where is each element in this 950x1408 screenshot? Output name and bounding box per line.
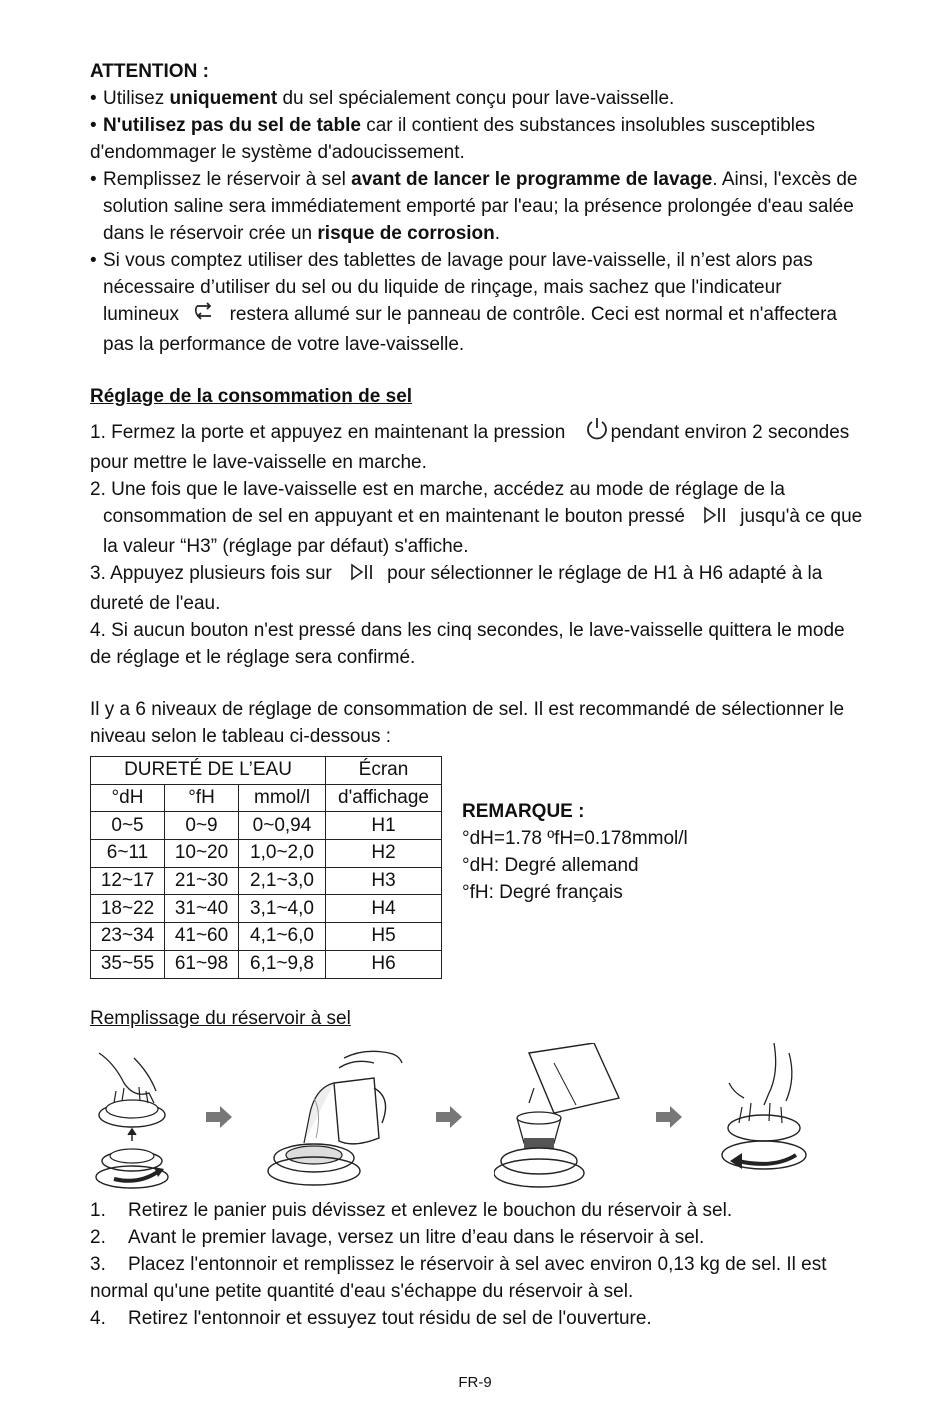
step-unscrew-cap-illustration — [94, 1043, 174, 1191]
salt-step-2-cont: consommation de sel en appuyant et en maintenant le bouton pressé jusqu'à ce que — [90, 503, 902, 533]
salt-step-2: 2. Une fois que le lave-vaisselle est en marche, accédez au mode de réglage de la — [90, 479, 785, 500]
levels-text: Il y a 6 niveaux de réglage de consommation de sel. Il est recommandé de sélectionner le — [90, 699, 845, 720]
table-header-screen: Écran — [326, 757, 442, 785]
hardness-table — [90, 756, 442, 979]
attention-title: ATTENTION : — [90, 61, 209, 82]
levels-text-cont: niveau selon le tableau ci-dessous : — [90, 726, 392, 747]
attention-bullet-3-cont2: dans le réservoir crée un risque de corrosion. — [103, 223, 501, 244]
filling-step: 4. Retirez l'entonnoir et essuyez tout résidu de sel de l'ouverture. — [90, 1307, 652, 1329]
bullet-dot: • — [90, 250, 97, 271]
remark-line: °fH: Degré français — [462, 882, 623, 903]
filling-illustration — [94, 1043, 814, 1191]
table-row: 6~11 10~20 1,0~2,0 H2 — [91, 840, 442, 868]
attention-bullet-4: • Si vous comptez utiliser des tablettes de lavage pour lave-vaisselle, il n’est alors pas — [90, 247, 902, 274]
attention-bullet-3: • Remplissez le réservoir à sel avant de lancer le programme de lavage. Ainsi, l'excès de — [90, 166, 902, 193]
arrow-right-icon — [434, 1104, 464, 1130]
filling-step: 2. Avant le premier lavage, versez un litre d’eau dans le réservoir à sel. — [90, 1226, 705, 1248]
bullet-dot: • — [90, 115, 97, 136]
table-header-hardness: DURETÉ DE L’EAU — [91, 757, 326, 785]
arrow-right-icon — [204, 1104, 234, 1130]
arrow-right-icon — [654, 1104, 684, 1130]
table-col-dh: °dH — [91, 784, 165, 812]
table-col-mmol: mmol/l — [239, 784, 326, 812]
step-screw-cap-illustration — [714, 1043, 814, 1191]
page-number: FR-9 — [458, 1374, 492, 1391]
table-header-screen-cont: d'affichage — [326, 784, 442, 812]
table-row: 12~17 21~30 2,1~3,0 H3 — [91, 867, 442, 895]
salt-step-4-cont: de réglage et le réglage sera confirmé. — [90, 647, 416, 668]
table-row: 23~34 41~60 4,1~6,0 H5 — [91, 923, 442, 951]
step-pour-water-illustration — [264, 1043, 404, 1191]
bullet-dot: • — [90, 169, 97, 190]
attention-bullet-3-cont: solution saline sera immédiatement emporté par l'eau; la présence prolongée d'eau salée — [103, 196, 854, 217]
bullet-dot: • — [90, 88, 97, 109]
attention-bullet-2: • N'utilisez pas du sel de table car il contient des substances insolubles susceptibles — [90, 112, 902, 139]
salt-step-3-cont: dureté de l'eau. — [90, 593, 221, 614]
play-pause-icon — [702, 505, 728, 533]
salt-setting-title: Réglage de la consommation de sel — [90, 386, 413, 407]
manual-page — [90, 58, 902, 1332]
remark-title: REMARQUE : — [462, 801, 585, 822]
table-row: 18~22 31~40 3,1~4,0 H4 — [91, 895, 442, 923]
salt-step-3: 3. Appuyez plusieurs fois sur pour sélectionner le réglage de H1 à H6 adapté à la — [90, 560, 902, 590]
remark-box — [462, 798, 688, 979]
filling-title: Remplissage du réservoir à sel — [90, 1007, 351, 1029]
attention-bullet-2-cont: d'endommager le système d'adoucissement. — [90, 142, 465, 163]
attention-bullet-4-cont2: lumineux restera allumé sur le panneau de contrôle. Ceci est normal et n'affectera — [90, 301, 902, 331]
remark-line: °dH: Degré allemand — [462, 855, 639, 876]
filling-steps — [90, 1197, 902, 1332]
play-pause-icon — [349, 562, 375, 590]
filling-step-cont: normal qu'une petite quantité d'eau s'échappe du réservoir à sel. — [90, 1280, 634, 1302]
salt-step-1-cont: pour mettre le lave-vaisselle en marche. — [90, 452, 427, 473]
table-row: 35~55 61~98 6,1~9,8 H6 — [91, 950, 442, 978]
table-zone — [90, 756, 902, 979]
attention-bullet-4-cont: nécessaire d’utiliser du sel ou du liquide de rinçage, mais sachez que l'indicateur — [103, 277, 782, 298]
power-icon — [585, 417, 609, 449]
rinse-indicator-icon — [192, 301, 216, 331]
step-add-salt-illustration — [494, 1043, 624, 1191]
salt-step-4: 4. Si aucun bouton n'est pressé dans les cinq secondes, le lave-vaisselle quittera le mode — [90, 620, 845, 641]
attention-bullet-1: • Utilisez uniquement du sel spécialement conçu pour lave-vaisselle. — [90, 85, 902, 112]
filling-step: 1. Retirez le panier puis dévissez et enlevez le bouchon du réservoir à sel. — [90, 1199, 733, 1221]
salt-step-1: 1. Fermez la porte et appuyez en maintenant la pression pendant environ 2 secondes — [90, 417, 902, 449]
remark-line: °dH=1.78 ºfH=0.178mmol/l — [462, 828, 688, 849]
filling-step: 3. Placez l'entonnoir et remplissez le réservoir à sel avec environ 0,13 kg de sel. Il est — [90, 1253, 827, 1275]
table-row: 0~5 0~9 0~0,94 H1 — [91, 812, 442, 840]
salt-step-2-cont2: la valeur “H3” (réglage par défaut) s'affiche. — [103, 536, 469, 557]
table-col-fh: °fH — [165, 784, 239, 812]
attention-bullet-4-cont3: pas la performance de votre lave-vaisselle. — [103, 334, 465, 355]
